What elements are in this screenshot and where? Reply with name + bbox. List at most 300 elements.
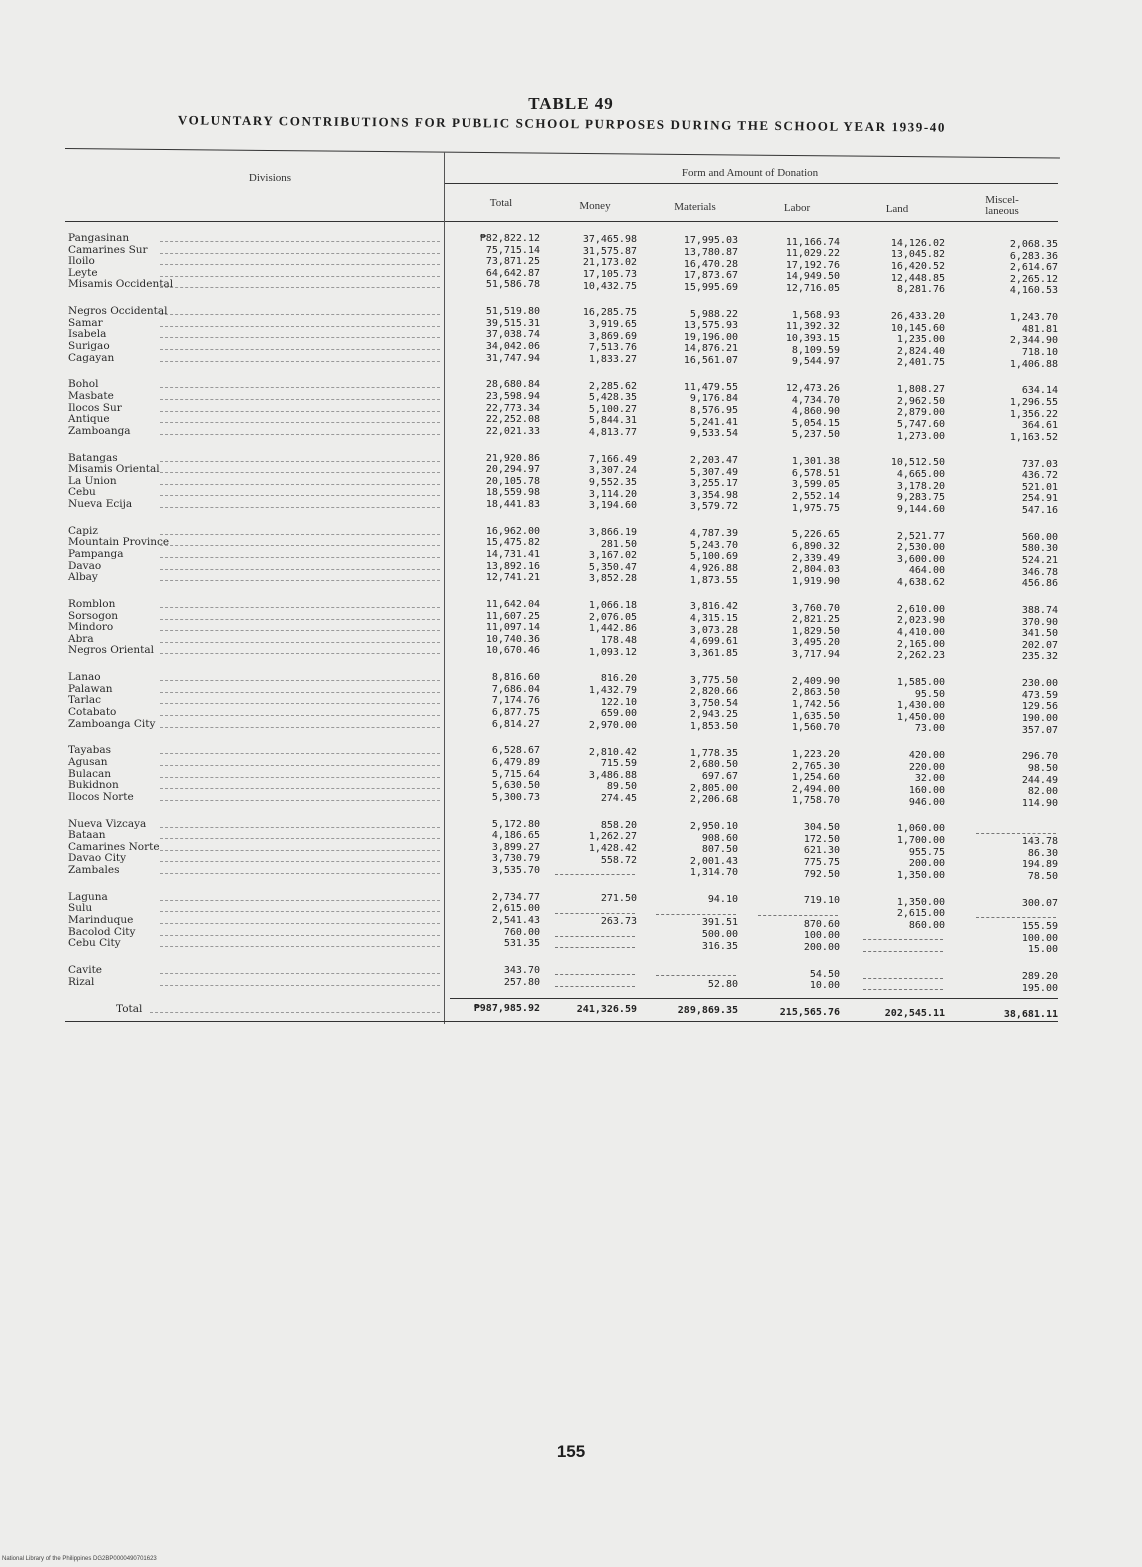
misc-cell: 2,068.35 — [1009, 239, 1058, 250]
dot-leader — [160, 241, 440, 242]
materials-cell: 94.10 — [707, 894, 738, 906]
misc-cell: 194.89 — [1021, 859, 1058, 871]
blank-cell — [863, 939, 943, 940]
land-cell: 1,350.00 — [896, 869, 945, 881]
blank-cell — [758, 915, 838, 916]
misc-cell: 289.20 — [1021, 971, 1058, 982]
labor-cell: 5,237.50 — [791, 429, 840, 441]
total-cell: 16,962.00 — [485, 525, 540, 537]
blank-cell — [656, 975, 736, 976]
division-name: Cebu — [68, 486, 96, 499]
money-cell: 2,285.62 — [588, 380, 637, 392]
land-cell: 73.00 — [914, 723, 945, 735]
total-cell: 6,479.89 — [491, 757, 540, 768]
division-name: Surigao — [68, 340, 110, 352]
money-cell: 122.10 — [600, 696, 637, 708]
labor-cell: 172.50 — [803, 833, 840, 845]
labor-cell: 4,734.70 — [791, 394, 840, 406]
dot-leader — [160, 642, 440, 643]
total-cell: 257.80 — [503, 976, 540, 988]
money-cell: 3,866.19 — [588, 527, 637, 538]
total-cell: 2,615.00 — [491, 903, 540, 915]
total-cell: 22,021.33 — [485, 425, 540, 437]
money-cell: 10,432.75 — [582, 280, 637, 292]
blank-cell — [976, 833, 1056, 834]
misc-cell: 388.74 — [1021, 605, 1058, 616]
page-number: 155 — [556, 1442, 586, 1461]
money-cell: 1,093.12 — [588, 646, 637, 658]
labor-cell: 6,890.32 — [791, 541, 840, 552]
total-cell: 5,172.80 — [491, 818, 540, 830]
total-cell: 10,740.36 — [485, 633, 540, 645]
dot-leader — [160, 873, 440, 874]
dot-leader — [160, 946, 440, 947]
totals-label: Total — [116, 1003, 143, 1015]
dot-leader — [160, 788, 440, 789]
misc-cell: 244.49 — [1021, 774, 1058, 786]
materials-cell: 5,988.22 — [689, 308, 738, 320]
total-cell: 75,715.14 — [485, 244, 540, 256]
total-cell: 3,730.79 — [491, 853, 540, 865]
land-cell: 5,747.60 — [896, 419, 945, 430]
table-subtitle: VOLUNTARY CONTRIBUTIONS FOR PUBLIC SCHOOL PURPOSES DURING THE SCHOOL YEAR 1939-40 — [177, 112, 947, 135]
dot-leader — [160, 484, 440, 485]
misc-cell: 456.86 — [1021, 578, 1058, 590]
land-cell: 10,145.60 — [890, 322, 945, 334]
money-cell: 1,428.42 — [588, 843, 637, 854]
labor-cell: 304.50 — [803, 822, 840, 834]
total-cell: 6,814.27 — [491, 718, 540, 730]
total-cell: 3,535.70 — [491, 865, 540, 876]
land-cell: 26,433.20 — [890, 311, 945, 322]
materials-cell: 16,561.07 — [683, 355, 738, 366]
money-cell: 3,852.28 — [588, 573, 637, 585]
division-name: Capiz — [68, 524, 98, 537]
division-name: Nueva Ecija — [68, 498, 133, 510]
materials-cell: 2,943.25 — [689, 709, 738, 721]
division-name: Pampanga — [68, 548, 124, 560]
misc-cell: 202.07 — [1021, 639, 1058, 651]
division-name: Cagayan — [68, 351, 115, 364]
land-cell: 32.00 — [914, 773, 945, 785]
misc-cell: 346.78 — [1021, 566, 1058, 578]
group-header-rule — [444, 183, 1058, 184]
labor-cell: 1,223.20 — [791, 749, 840, 760]
blank-cell — [656, 914, 736, 915]
misc-cell: 560.00 — [1021, 531, 1058, 543]
materials-cell: 3,775.50 — [689, 674, 738, 686]
materials-cell: 2,805.00 — [689, 782, 738, 794]
dot-leader — [160, 630, 440, 631]
dot-leader — [160, 495, 440, 496]
materials-cell: 3,073.28 — [689, 624, 738, 636]
misc-cell: 296.70 — [1021, 751, 1058, 763]
money-cell: 3,307.24 — [588, 465, 637, 477]
materials-cell: 3,579.72 — [689, 501, 738, 513]
dot-leader — [160, 765, 440, 766]
total-cell: 28,680.84 — [485, 379, 540, 391]
dot-leader — [160, 900, 440, 901]
blank-cell — [863, 978, 943, 979]
division-name: Albay — [68, 571, 98, 584]
dot-leader — [160, 838, 440, 839]
misc-cell: 155.59 — [1021, 921, 1058, 932]
land-cell: 95.50 — [914, 688, 945, 700]
misc-cell: 2,344.90 — [1009, 335, 1058, 347]
misc-cell: 737.03 — [1021, 458, 1058, 470]
total-cell: 15,475.82 — [485, 537, 540, 549]
land-cell: 2,262.23 — [896, 650, 945, 662]
labor-cell: 2,821.25 — [791, 614, 840, 626]
labor-cell: 6,578.51 — [791, 467, 840, 479]
total-cell: 7,174.76 — [491, 695, 540, 707]
land-cell: 2,615.00 — [896, 908, 945, 920]
misc-cell: 100.00 — [1021, 932, 1058, 944]
labor-cell: 11,392.32 — [785, 321, 840, 333]
top-rule — [65, 148, 1060, 159]
labor-cell: 792.50 — [803, 868, 840, 880]
misc-cell: 1,296.55 — [1009, 397, 1058, 408]
labor-cell: 1,742.56 — [791, 699, 840, 710]
division-name: Zamboanga City — [68, 717, 156, 730]
total-cell: 4,186.65 — [491, 830, 540, 842]
misc-cell: 1,243.70 — [1009, 312, 1058, 324]
labor-cell: 1,758.70 — [791, 795, 840, 807]
division-name: Mindoro — [68, 621, 114, 634]
total-cell: 31,747.94 — [485, 352, 540, 364]
misc-cell: 364.61 — [1021, 420, 1058, 432]
dot-leader — [160, 985, 440, 986]
division-name: Samar — [68, 316, 103, 329]
land-cell: 220.00 — [908, 761, 945, 773]
money-cell: 558.72 — [600, 854, 637, 866]
misc-cell: 300.07 — [1021, 897, 1058, 909]
labor-cell: 5,226.65 — [791, 529, 840, 541]
division-name: Misamis Occidental — [68, 278, 174, 291]
money-cell: 89.50 — [606, 781, 637, 793]
money-cell: 659.00 — [600, 708, 637, 720]
money-cell: 7,166.49 — [588, 453, 637, 465]
materials-cell: 4,315.15 — [689, 613, 738, 624]
total-cell: 73,871.25 — [485, 256, 540, 268]
blank-cell — [863, 989, 943, 990]
money-cell: 5,428.35 — [588, 392, 637, 404]
materials-cell: 17,995.03 — [683, 235, 738, 247]
division-name: Pangasinan — [68, 232, 130, 244]
money-cell: 3,919.65 — [588, 319, 637, 330]
labor-cell: 1,919.90 — [791, 575, 840, 587]
materials-cell: 4,926.88 — [689, 563, 738, 574]
table-title: TABLE 49 — [528, 94, 614, 113]
land-cell: 2,401.75 — [896, 357, 945, 369]
division-name: Tayabas — [68, 744, 112, 757]
dot-leader — [160, 935, 440, 936]
money-cell: 2,970.00 — [588, 719, 637, 731]
division-name: Laguna — [68, 890, 108, 903]
money-cell: 715.59 — [600, 758, 637, 770]
division-name: Palawan — [68, 682, 113, 695]
total-materials-cell: 289,869.35 — [677, 1005, 738, 1017]
dot-leader — [160, 911, 440, 912]
materials-cell: 4,787.39 — [689, 528, 738, 540]
total-header: Total — [489, 197, 513, 209]
money-cell: 31,575.87 — [582, 245, 637, 257]
land-cell: 4,410.00 — [896, 627, 945, 638]
misc-cell: 370.90 — [1021, 616, 1058, 628]
misc-cell: 195.00 — [1021, 982, 1058, 994]
materials-cell: 2,820.66 — [689, 686, 738, 698]
land-cell: 200.00 — [908, 858, 945, 870]
dot-leader — [160, 557, 440, 558]
money-cell: 17,105.73 — [582, 269, 637, 280]
land-cell: 420.00 — [908, 750, 945, 762]
land-cell: 1,273.00 — [896, 430, 945, 442]
misc-cell: 86.30 — [1027, 847, 1058, 859]
materials-cell: 1,873.55 — [689, 574, 738, 586]
materials-cell: 19,196.00 — [683, 331, 738, 343]
misc-cell: 82.00 — [1027, 786, 1058, 798]
misc-cell: 2,265.12 — [1009, 273, 1058, 285]
labor-cell: 200.00 — [803, 941, 840, 953]
labor-cell: 12,473.26 — [785, 383, 840, 394]
land-cell: 2,610.00 — [896, 603, 945, 615]
labor-cell: 1,560.70 — [791, 722, 840, 734]
total-cell: 3,899.27 — [491, 841, 540, 853]
materials-cell: 5,241.41 — [689, 416, 738, 428]
materials-cell: 13,575.93 — [683, 320, 738, 332]
dot-leader — [160, 507, 440, 508]
materials-cell: 9,533.54 — [689, 428, 738, 440]
materials-cell: 500.00 — [701, 929, 738, 940]
divisions-header: Divisions — [248, 172, 292, 184]
total-cell: 7,686.04 — [491, 683, 540, 695]
division-name: Bacolod City — [68, 925, 136, 938]
total-cell: 18,441.83 — [485, 499, 540, 510]
dot-leader — [160, 461, 440, 462]
total-cell: 8,816.60 — [491, 672, 540, 684]
total-cell: 11,642.04 — [485, 599, 540, 610]
misc-cell: 4,160.53 — [1009, 285, 1058, 297]
money-cell: 271.50 — [600, 893, 637, 904]
misc-cell: 1,406.88 — [1009, 358, 1058, 370]
misc-cell: 114.90 — [1021, 797, 1058, 809]
labor-cell: 1,975.75 — [791, 502, 840, 514]
land-cell: 860.00 — [908, 919, 945, 931]
misc-cell: 235.32 — [1021, 651, 1058, 663]
labor-cell: 1,568.93 — [791, 309, 840, 321]
dot-leader — [160, 569, 440, 570]
land-cell: 9,283.75 — [896, 492, 945, 504]
dot-leader — [160, 580, 440, 581]
labor-cell: 3,495.20 — [791, 637, 840, 649]
total-cell: 11,607.25 — [485, 610, 540, 622]
labor-cell: 2,863.50 — [791, 687, 840, 699]
division-name: Abra — [68, 632, 94, 645]
labor-cell: 1,254.60 — [791, 772, 840, 784]
materials-cell: 9,176.84 — [689, 393, 738, 405]
labor-cell: 12,716.05 — [785, 283, 840, 294]
misc-cell: 547.16 — [1021, 505, 1058, 516]
materials-cell: 4,699.61 — [689, 636, 738, 648]
total-land-cell: 202,545.11 — [884, 1007, 945, 1019]
labor-cell: 4,860.90 — [791, 406, 840, 418]
labor-cell: 3,760.70 — [791, 602, 840, 614]
labor-header: Labor — [783, 202, 811, 214]
division-name: Isabela — [68, 328, 107, 341]
materials-cell: 11,479.55 — [683, 381, 738, 393]
total-cell: 22,252.08 — [485, 414, 540, 426]
labor-cell: 5,054.15 — [791, 417, 840, 429]
materials-cell: 316.35 — [701, 940, 738, 952]
land-cell: 1,060.00 — [896, 823, 945, 835]
division-name: Tarlac — [68, 694, 101, 707]
total-cell: 6,877.75 — [491, 707, 540, 718]
money-cell: 2,810.42 — [588, 746, 637, 758]
division-name: Ilocos Sur — [68, 401, 122, 414]
land-cell: 955.75 — [908, 846, 945, 858]
total-cell: 18,559.98 — [485, 487, 540, 499]
money-cell: 263.73 — [600, 916, 637, 928]
materials-cell: 2,950.10 — [689, 821, 738, 832]
total-cell: 34,042.06 — [485, 341, 540, 352]
dot-leader — [160, 472, 440, 473]
dot-leader — [160, 703, 440, 704]
total-cell: 6,528.67 — [491, 745, 540, 757]
misc-cell: 230.00 — [1021, 678, 1058, 690]
materials-cell: 17,873.67 — [683, 270, 738, 282]
division-name: Misamis Oriental — [68, 463, 160, 476]
division-name: Bohol — [68, 378, 99, 391]
division-name: Masbate — [68, 390, 114, 402]
labor-cell: 2,552.14 — [791, 491, 840, 502]
division-name: Rizal — [68, 975, 95, 988]
money-cell: 816.20 — [600, 673, 637, 685]
labor-cell: 100.00 — [803, 930, 840, 942]
division-name: Nueva Vizcaya — [68, 817, 147, 830]
total-cell: 20,105.78 — [485, 475, 540, 487]
land-cell: 2,165.00 — [896, 638, 945, 650]
total-cell: 22,773.34 — [485, 402, 540, 414]
materials-cell: 697.67 — [701, 771, 738, 782]
money-cell: 9,552.35 — [588, 477, 637, 488]
dot-leader — [160, 777, 440, 778]
dot-leader — [160, 827, 440, 828]
misc-cell: 473.59 — [1021, 689, 1058, 701]
money-cell: 858.20 — [600, 819, 637, 831]
dot-leader — [160, 349, 440, 350]
materials-cell: 3,255.17 — [689, 478, 738, 490]
dot-leader — [160, 923, 440, 924]
materials-cell: 1,853.50 — [689, 721, 738, 732]
land-cell: 4,638.62 — [896, 577, 945, 588]
division-name: Sulu — [68, 902, 93, 915]
division-name: Leyte — [68, 266, 98, 279]
materials-cell: 16,470.28 — [683, 258, 738, 270]
land-cell: 2,879.00 — [896, 407, 945, 419]
blank-cell — [555, 947, 635, 948]
money-cell: 37,465.98 — [582, 234, 637, 246]
labor-cell: 1,829.50 — [791, 625, 840, 637]
division-name: Cebu City — [68, 937, 121, 950]
total-cell: 760.00 — [503, 926, 540, 938]
total-cell: 20,294.97 — [485, 464, 540, 476]
money-cell: 5,844.31 — [588, 415, 637, 427]
blank-cell — [555, 913, 635, 914]
land-cell: 2,530.00 — [896, 542, 945, 554]
money-cell: 16,285.75 — [582, 307, 637, 319]
land-cell: 16,420.52 — [890, 261, 945, 272]
labor-cell: 9,544.97 — [791, 356, 840, 368]
dot-leader — [160, 276, 440, 277]
blank-cell — [555, 936, 635, 937]
materials-cell: 1,778.35 — [689, 747, 738, 759]
total-cell: 51,586.78 — [485, 279, 540, 291]
total-cell: 23,598.94 — [485, 391, 540, 402]
land-cell: 1,585.00 — [896, 677, 945, 688]
dot-leader — [160, 434, 440, 435]
dot-leader — [160, 387, 440, 388]
misc-cell: 481.81 — [1021, 323, 1058, 335]
total-money-cell: 241,326.59 — [576, 1004, 637, 1016]
total-cell: 39,515.31 — [485, 317, 540, 329]
labor-cell: 3,717.94 — [791, 649, 840, 660]
division-name: Bukidnon — [68, 779, 119, 792]
misc-cell: 1,356.22 — [1009, 408, 1058, 420]
dot-leader — [160, 545, 440, 546]
misc-cell: 129.56 — [1021, 701, 1058, 713]
dot-leader — [160, 715, 440, 716]
total-cell: 531.35 — [503, 938, 540, 950]
misc-cell: 6,283.36 — [1009, 250, 1058, 262]
materials-cell: 5,307.49 — [689, 466, 738, 478]
land-cell: 464.00 — [908, 565, 945, 577]
dot-leader — [160, 692, 440, 693]
misc-cell: 357.07 — [1021, 724, 1058, 736]
land-cell: 1,808.27 — [896, 384, 945, 396]
dot-leader — [160, 753, 440, 754]
money-cell: 5,100.27 — [588, 403, 637, 415]
misc-cell: 521.01 — [1021, 481, 1058, 493]
land-cell: 2,824.40 — [896, 345, 945, 357]
land-cell: 1,700.00 — [896, 835, 945, 846]
dot-leader — [160, 727, 440, 728]
total-cell: 13,892.16 — [485, 560, 540, 572]
materials-cell: 2,680.50 — [689, 759, 738, 771]
misc-cell: 2,614.67 — [1009, 262, 1058, 274]
dot-leader — [160, 534, 440, 535]
money-cell: 281.50 — [600, 538, 637, 550]
labor-cell: 8,109.59 — [791, 344, 840, 356]
dot-leader — [160, 314, 440, 315]
labor-cell: 2,494.00 — [791, 783, 840, 795]
money-cell: 3,114.20 — [588, 488, 637, 500]
land-cell: 2,962.50 — [896, 395, 945, 407]
dot-leader — [160, 619, 440, 620]
total-cell: 2,734.77 — [491, 891, 540, 903]
labor-cell: 10,393.15 — [785, 333, 840, 344]
division-name: Zambales — [68, 864, 120, 876]
materials-header: Materials — [674, 201, 716, 213]
dot-leader — [150, 1012, 440, 1013]
total-cell: 5,715.64 — [491, 768, 540, 780]
total-cell: 14,731.41 — [485, 549, 540, 560]
labor-cell: 2,409.90 — [791, 675, 840, 687]
totals-rule — [450, 998, 1058, 999]
labor-cell: 870.60 — [803, 918, 840, 930]
labor-cell: 2,339.49 — [791, 552, 840, 564]
materials-cell: 2,206.68 — [689, 794, 738, 806]
labor-cell: 719.10 — [803, 895, 840, 907]
